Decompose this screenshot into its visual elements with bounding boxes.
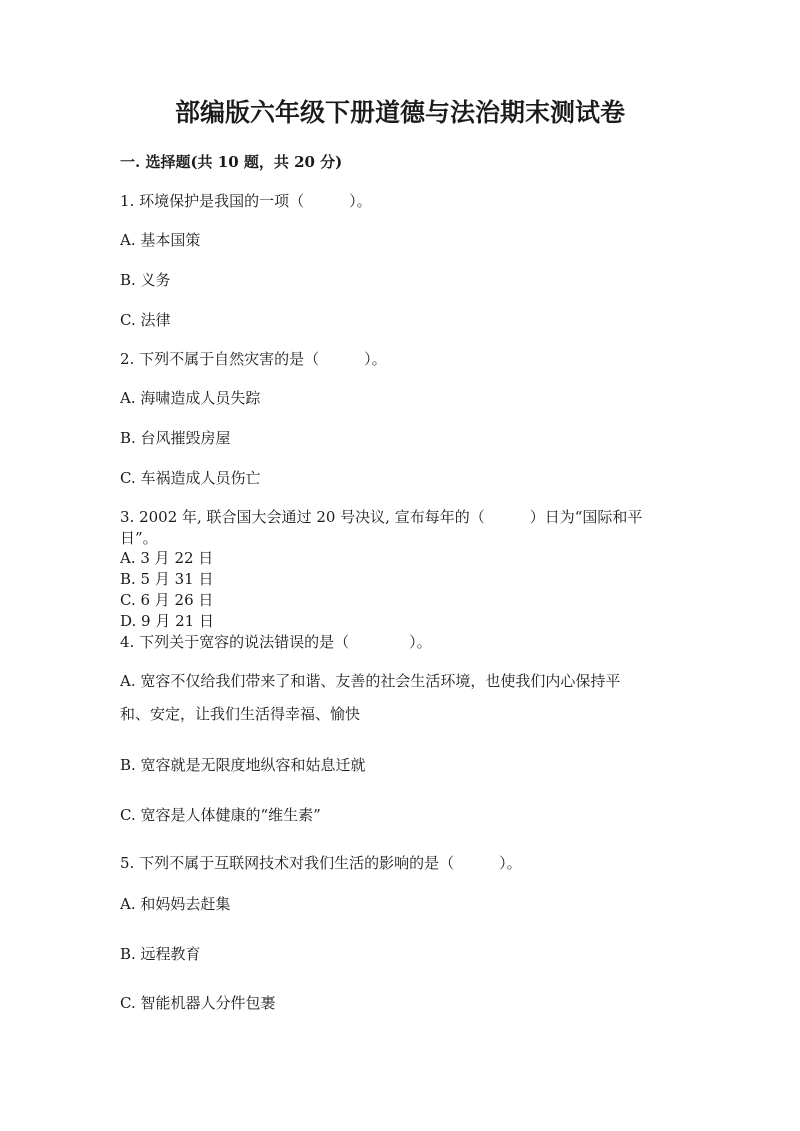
question-5-option-a: A. 和妈妈去赶集	[120, 895, 231, 913]
question-5-option-c: C. 智能机器人分件包裹	[120, 994, 276, 1012]
question-1-option-b: B. 义务	[120, 271, 171, 289]
question-3-option-a: A. 3 月 22 日	[120, 549, 214, 567]
question-2-option-c: C. 车祸造成人员伤亡	[120, 469, 261, 487]
question-1-option-c: C. 法律	[120, 311, 171, 329]
question-3-option-c: C. 6 月 26 日	[120, 591, 214, 609]
question-2-stem: 2. 下列不属于自然灾害的是（ ）。	[120, 350, 387, 368]
section-heading: 一. 选择题(共 10 题，共 20 分)	[120, 153, 343, 171]
question-1-option-a: A. 基本国策	[120, 231, 201, 249]
question-5-stem: 5. 下列不属于互联网技术对我们生活的影响的是（ ）。	[120, 854, 522, 872]
question-5-option-b: B. 远程教育	[120, 945, 201, 963]
question-4-option-b: B. 宽容就是无限度地纵容和姑息迁就	[120, 756, 366, 774]
question-2-option-b: B. 台风摧毁房屋	[120, 429, 231, 447]
question-3-stem-line-2: 日”。	[120, 529, 158, 547]
question-4-option-a-line-1: A. 宽容不仅给我们带来了和谐、友善的社会生活环境，也使我们内心保持平	[120, 672, 621, 690]
question-1-stem: 1. 环境保护是我国的一项（ ）。	[120, 192, 372, 210]
question-4-stem: 4. 下列关于宽容的说法错误的是（ ）。	[120, 633, 432, 651]
question-4-option-c: C. 宽容是人体健康的“维生素”	[120, 806, 321, 824]
question-3-option-b: B. 5 月 31 日	[120, 570, 214, 588]
question-4-option-a-line-2: 和、安定，让我们生活得幸福、愉快	[120, 705, 361, 723]
question-2-option-a: A. 海啸造成人员失踪	[120, 389, 261, 407]
question-3-option-d: D. 9 月 21 日	[120, 612, 214, 630]
question-3-stem-line-1: 3. 2002 年, 联合国大会通过 20 号决议, 宣布每年的（ ）日为“国际和平	[120, 508, 643, 526]
document-title: 部编版六年级下册道德与法治期末测试卷	[174, 98, 625, 127]
